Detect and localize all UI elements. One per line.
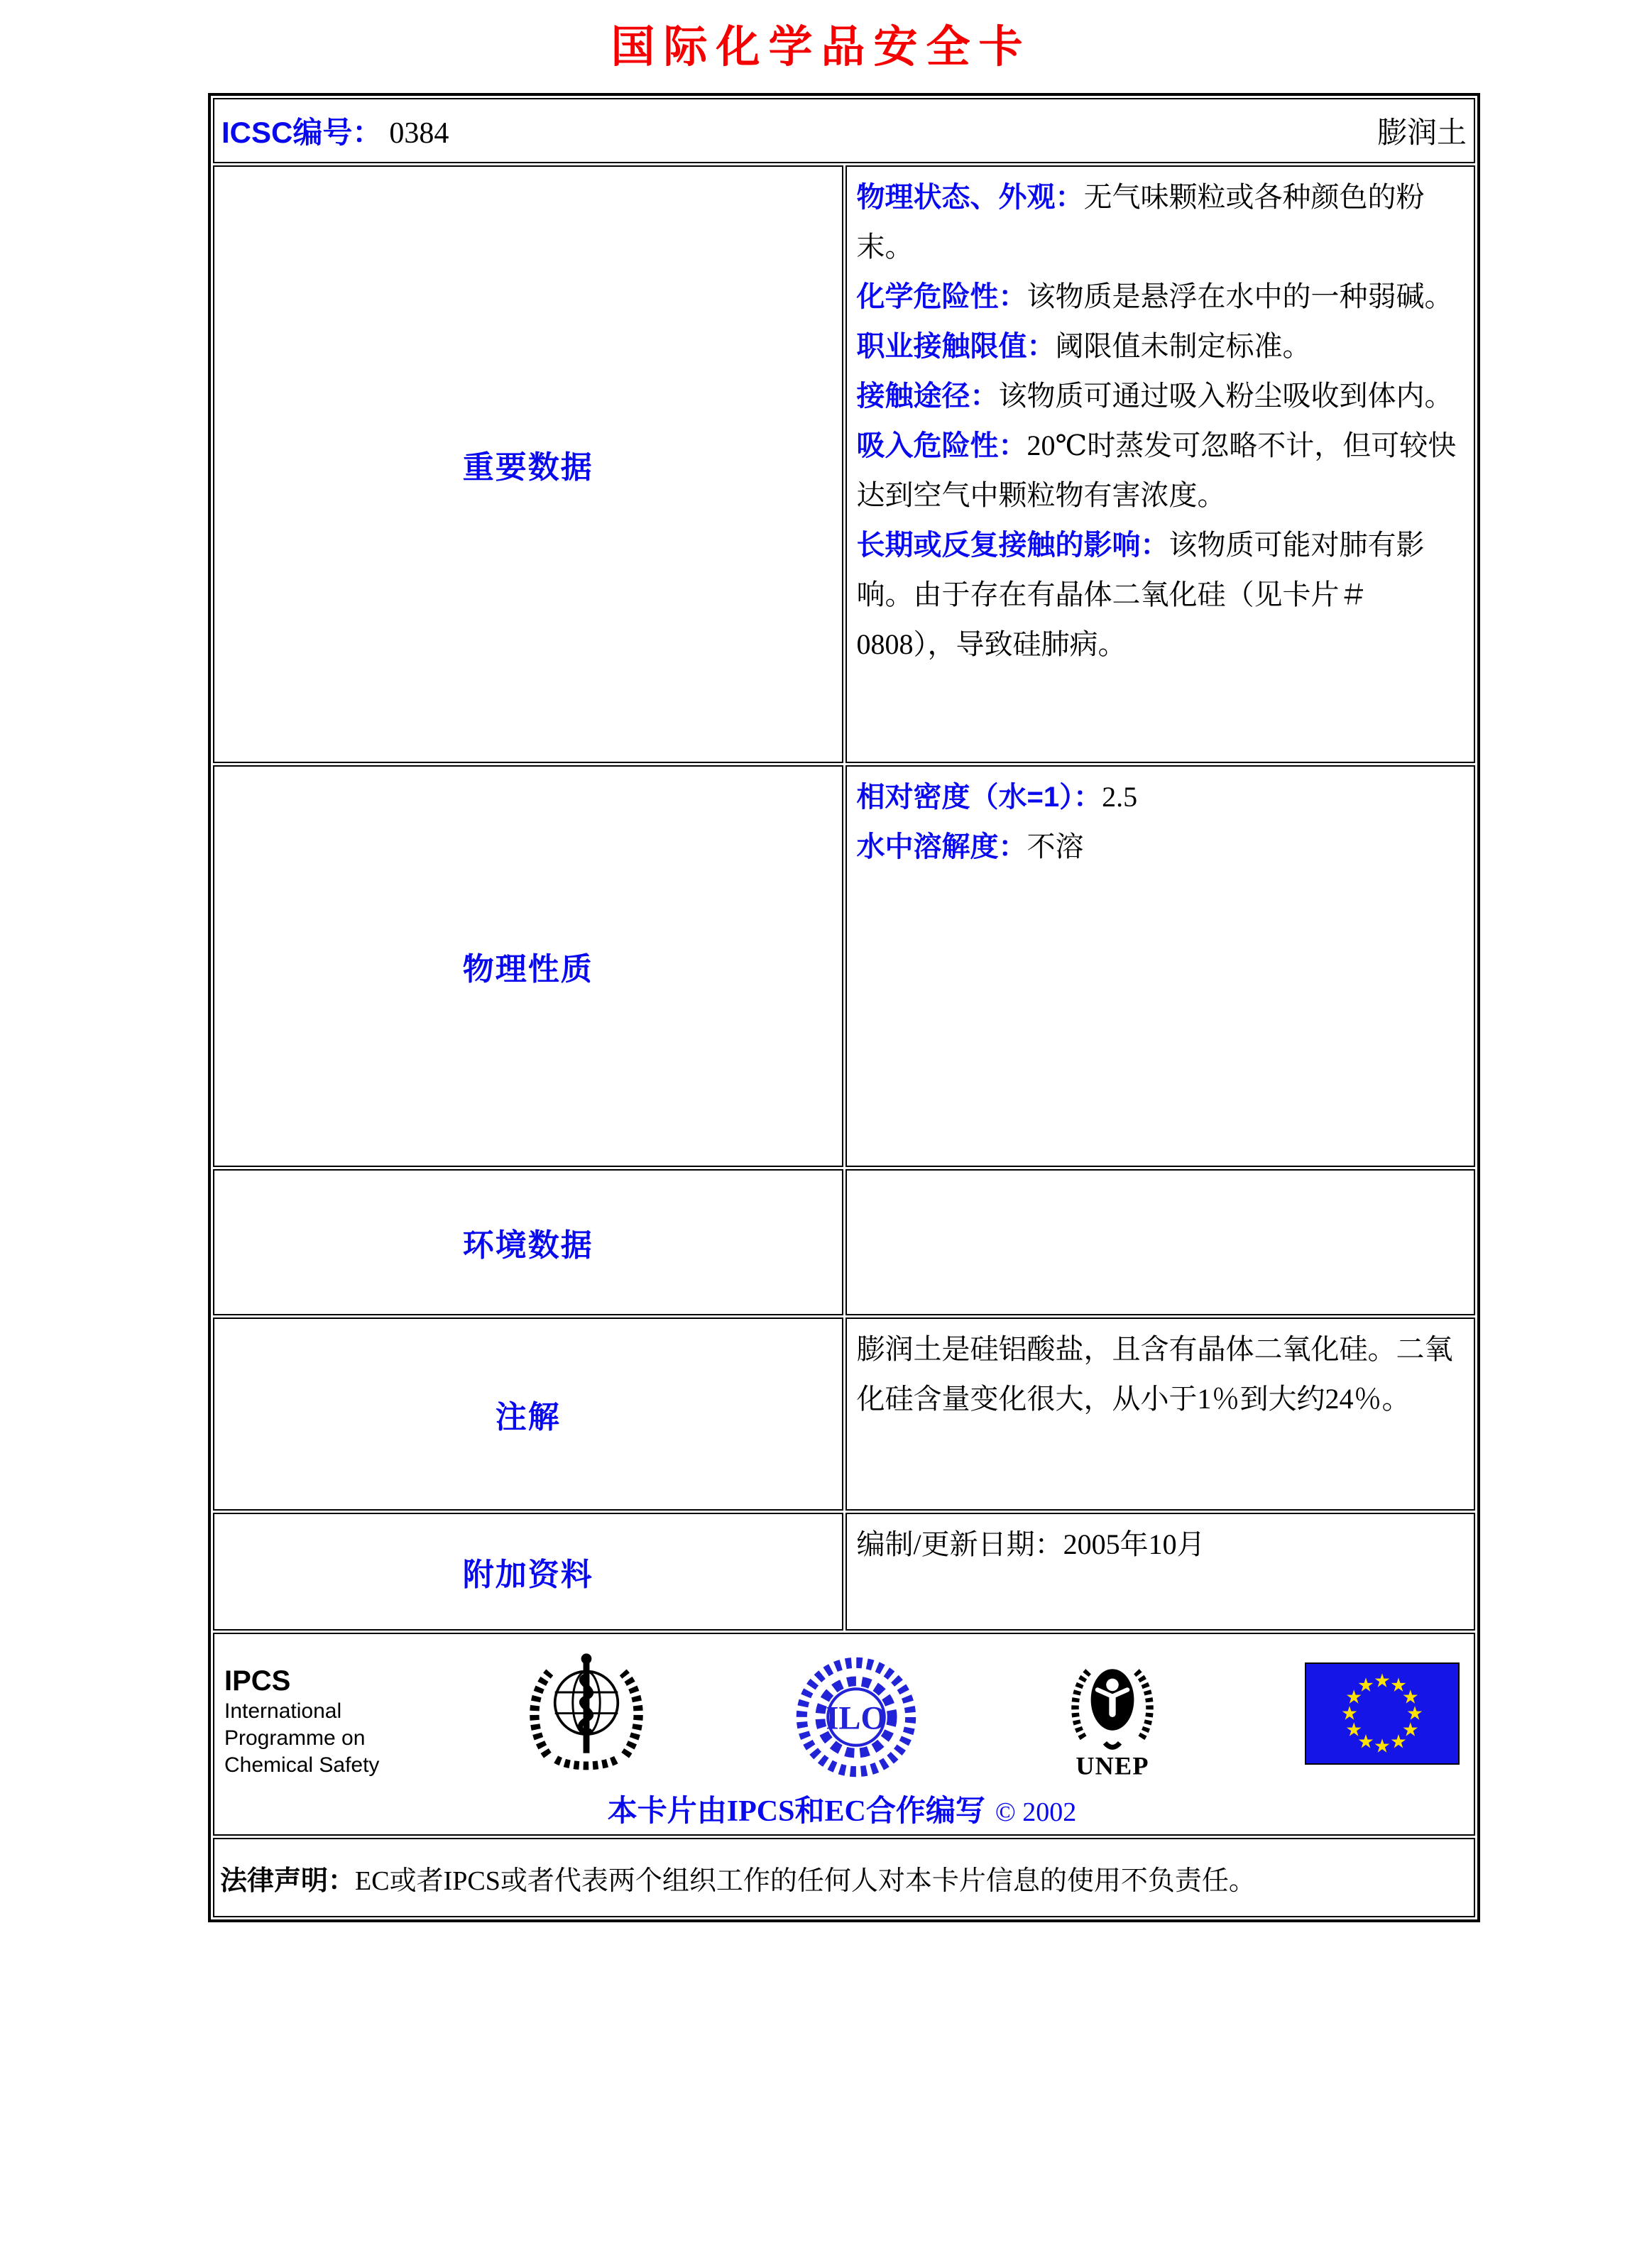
- additional-info-row: [213, 1513, 1475, 1631]
- property-value: 阈限值未制定标准。: [1055, 330, 1311, 362]
- notes-row: [213, 1317, 1475, 1511]
- property-value: 该物质可能对肺有影响。由于存在有晶体二氧化硅（见卡片＃0808），导致硅肺病。: [856, 529, 1425, 660]
- logos-strip: [224, 1644, 1460, 1785]
- legal-statement-text: EC或者IPCS或者代表两个组织工作的任何人对本卡片信息的使用不负责任。: [355, 1866, 1256, 1896]
- legal-row: [213, 1838, 1475, 1917]
- property-label: 长期或反复接触的影响：: [856, 530, 1169, 561]
- environmental-data-content: [845, 1169, 1476, 1315]
- header-cell: [213, 98, 1475, 163]
- property-line: [857, 822, 1465, 872]
- property-line: [857, 322, 1465, 371]
- notes-text: 膨润土是硅铝酸盐，且含有晶体二氧化硅。二氧化硅含量变化很大，从小于1％到大约24％。: [856, 1333, 1453, 1415]
- property-line: [857, 1325, 1465, 1424]
- icsc-number-value: 0384: [389, 117, 449, 150]
- property-line: [857, 272, 1465, 322]
- eu-flag-icon: [1305, 1662, 1460, 1765]
- ipcs-line: Chemical Safety: [224, 1753, 380, 1777]
- ipcs-text-block: [224, 1644, 379, 1779]
- property-label: 水中溶解度：: [856, 831, 1027, 862]
- environmental-data-row: [213, 1169, 1475, 1315]
- property-line: [857, 520, 1465, 669]
- svg-text:ILO: ILO: [826, 1700, 887, 1737]
- logos-cell: [213, 1633, 1475, 1836]
- property-label: 化学危险性：: [856, 281, 1027, 312]
- ipcs-line: International: [224, 1699, 342, 1723]
- property-value: 不溶: [1027, 831, 1084, 862]
- section-label-notes: 注解: [213, 1317, 843, 1511]
- ilo-logo-icon: [793, 1654, 919, 1780]
- important-data-content: [845, 165, 1476, 763]
- property-value: 该物质可通过吸入粉尘吸收到体内。: [998, 380, 1453, 412]
- property-label: 职业接触限值：: [856, 331, 1056, 362]
- property-value: 该物质是悬浮在水中的一种弱碱。: [1027, 280, 1453, 312]
- section-label-environmental-data: 环境数据: [213, 1169, 843, 1315]
- physical-properties-content: [845, 765, 1476, 1167]
- svg-text:UNEP: UNEP: [1075, 1751, 1149, 1780]
- ipcs-title: IPCS: [224, 1665, 291, 1697]
- important-data-row: [213, 165, 1475, 763]
- page-title: 国际化学品安全卡: [611, 23, 1031, 72]
- property-label: 接触途径：: [856, 380, 999, 412]
- unep-logo-icon: [1058, 1648, 1166, 1781]
- legal-statement-label: 法律声明：: [220, 1866, 356, 1896]
- update-date-text: 编制/更新日期：2005年10月: [856, 1528, 1205, 1560]
- logos-row: [213, 1633, 1475, 1836]
- cooperation-caption: [224, 1787, 1460, 1830]
- cooperation-caption-text: 本卡片由IPCS和EC合作编写: [607, 1795, 985, 1828]
- property-line: [857, 172, 1465, 272]
- property-label: 相对密度（水=1）：: [856, 782, 1102, 813]
- copyright-text: © 2002: [995, 1797, 1077, 1827]
- property-line: [857, 421, 1465, 520]
- additional-info-content: [845, 1513, 1476, 1631]
- section-label-physical-properties: 物理性质: [213, 765, 843, 1167]
- property-value: 无气味颗粒或各种颜色的粉末。: [856, 181, 1425, 263]
- unep-logo-block: [1058, 1644, 1166, 1785]
- chemical-name: 膨润土: [1376, 117, 1467, 150]
- property-label: 物理状态、外观：: [856, 182, 1084, 213]
- icsc-number-group: [221, 109, 449, 152]
- property-line: [857, 371, 1465, 421]
- icsc-card-table: [208, 93, 1480, 1922]
- icsc-number-label: ICSC编号：: [221, 116, 383, 149]
- section-label-important-data: 重要数据: [213, 165, 843, 763]
- header-row: [213, 98, 1475, 163]
- section-label-additional-info: 附加资料: [213, 1513, 843, 1631]
- notes-content: [845, 1317, 1476, 1511]
- property-label: 吸入危险性：: [856, 430, 1027, 461]
- safety-card-page: [0, 11, 1642, 1922]
- property-line: [857, 772, 1465, 822]
- property-line: [857, 1520, 1465, 1569]
- who-logo-icon: [518, 1648, 655, 1785]
- property-value: 20℃时蒸发可忽略不计，但可较快达到空气中颗粒物有害浓度。: [856, 429, 1457, 511]
- property-value: 2.5: [1102, 781, 1138, 813]
- physical-properties-row: [213, 765, 1475, 1167]
- ipcs-line: Programme on: [224, 1726, 366, 1750]
- legal-cell: [213, 1838, 1475, 1917]
